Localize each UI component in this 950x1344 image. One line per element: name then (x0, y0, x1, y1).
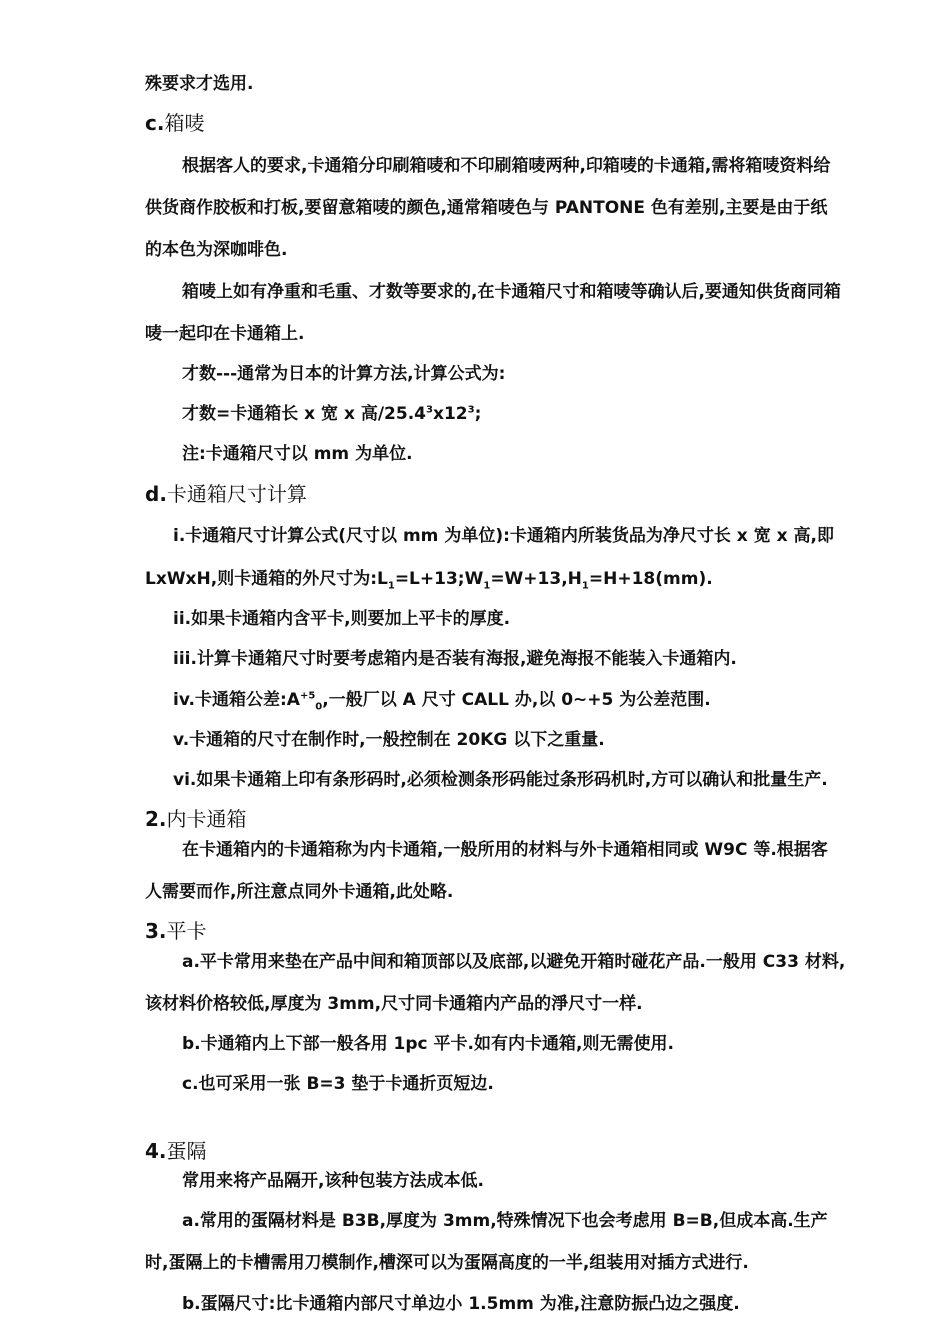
section-heading-3 (145, 918, 207, 944)
text-line: 箱唛上如有净重和毛重、才数等要求的,在卡通箱尺寸和箱唛等确认后,要通知供货商同箱 (182, 282, 841, 302)
text-line: b.蛋隔尺寸:比卡通箱内部尺寸单边小 1.5mm 为准,注意防振凸边之强度. (182, 1294, 740, 1314)
superscript: 3 (426, 404, 433, 416)
heading-number: d. (145, 482, 167, 506)
superscript: 3 (467, 404, 475, 416)
text-line: 注:卡通箱尺寸以 mm 为单位. (182, 444, 413, 464)
heading-text: 平卡 (166, 919, 207, 943)
text-line: 人需要而作,所注意点同外卡通箱,此处略. (145, 882, 454, 902)
text-line: a.平卡常用来垫在产品中间和箱顶部以及底部,以避免开箱时碰花产品.一般用 C33 材料, (182, 952, 846, 972)
text-line: 根据客人的要求,卡通箱分印刷箱唛和不印刷箱唛两种,印箱唛的卡通箱,需将箱唛资料给 (182, 156, 831, 176)
text-line: 殊要求才选用. (145, 74, 254, 94)
text-line: 的本色为深咖啡色. (145, 240, 288, 260)
section-heading-d (145, 481, 307, 507)
formula-part: x12 (432, 404, 468, 424)
text-line: v.卡通箱的尺寸在制作时,一般控制在 20KG 以下之重量. (173, 730, 605, 750)
text-line: 时,蛋隔上的卡槽需用刀模制作,槽深可以为蛋隔高度的一半,组装用对插方式进行. (145, 1253, 749, 1273)
heading-text: 内卡通箱 (166, 807, 247, 831)
text-line: ii.如果卡通箱内含平卡,则要加上平卡的厚度. (173, 609, 511, 629)
text-line: 该材料价格较低,厚度为 3mm,尺寸同卡通箱内产品的淨尺寸一样. (145, 994, 643, 1014)
subscript: 1 (387, 580, 395, 592)
text-line: 在卡通箱内的卡通箱称为内卡通箱,一般所用的材料与外卡通箱相同或 W9C 等.根据客 (182, 840, 828, 860)
heading-text: 箱唛 (164, 111, 205, 135)
text-line: iii.计算卡通箱尺寸时要考虑箱内是否装有海报,避免海报不能装入卡通箱内. (173, 649, 737, 669)
formula-part: ,一般厂以 A 尺寸 CALL 办,以 0~+5 为公差范围. (322, 690, 711, 710)
section-heading-2 (145, 806, 247, 832)
text-line: b.卡通箱内上下部一般各用 1pc 平卡.如有内卡通箱,则无需使用. (182, 1034, 674, 1054)
text-line: i.卡通箱尺寸计算公式(尺寸以 mm 为单位):卡通箱内所装货品为净尺寸长 x 宽 x 高,即 (173, 526, 834, 546)
heading-text: 蛋隔 (166, 1139, 207, 1163)
heading-number: 2. (145, 807, 167, 831)
text-line: 才数---通常为日本的计算方法,计算公式为: (182, 364, 506, 384)
formula-part: LxWxH,则卡通箱的外尺寸为:L (145, 569, 388, 589)
text-line: vi.如果卡通箱上印有条形码时,必须检测条形码能过条形码机时,方可以确认和批量生产. (173, 770, 828, 790)
formula-line (145, 568, 920, 590)
subscript: 1 (581, 580, 589, 592)
formula-part: 才数=卡通箱长 x 宽 x 高/25.4 (182, 404, 427, 424)
heading-number: 3. (145, 919, 167, 943)
text-line: 常用来将产品隔开,该种包装方法成本低. (182, 1171, 484, 1191)
formula-part: iv.卡通箱公差:A (173, 690, 300, 710)
text-line: 供货商作胶板和打板,要留意箱唛的颜色,通常箱唛色与 PANTONE 色有差别,主要是由于纸 (145, 198, 828, 218)
section-heading-4 (145, 1138, 207, 1164)
formula-part: =L+13;W (394, 569, 484, 589)
text-line: a.常用的蛋隔材料是 B3B,厚度为 3mm,特殊情况下也会考虑用 B=B,但成本高.生产 (182, 1211, 828, 1231)
heading-number: c. (145, 111, 165, 135)
heading-number: 4. (145, 1139, 167, 1163)
text-line: c.也可采用一张 B=3 垫于卡通折页短边. (182, 1074, 494, 1094)
formula-part: =H+18(mm). (588, 569, 713, 589)
formula-line (173, 689, 920, 711)
section-heading-c (145, 110, 204, 136)
subscript: 0 (315, 701, 323, 713)
formula-line (182, 403, 920, 425)
formula-part: =W+13,H (490, 569, 582, 589)
superscript: +5 (299, 690, 316, 702)
formula-part: ; (474, 404, 482, 424)
heading-text: 卡通箱尺寸计算 (166, 482, 307, 506)
text-line: 唛一起印在卡通箱上. (145, 324, 305, 344)
subscript: 1 (483, 580, 491, 592)
